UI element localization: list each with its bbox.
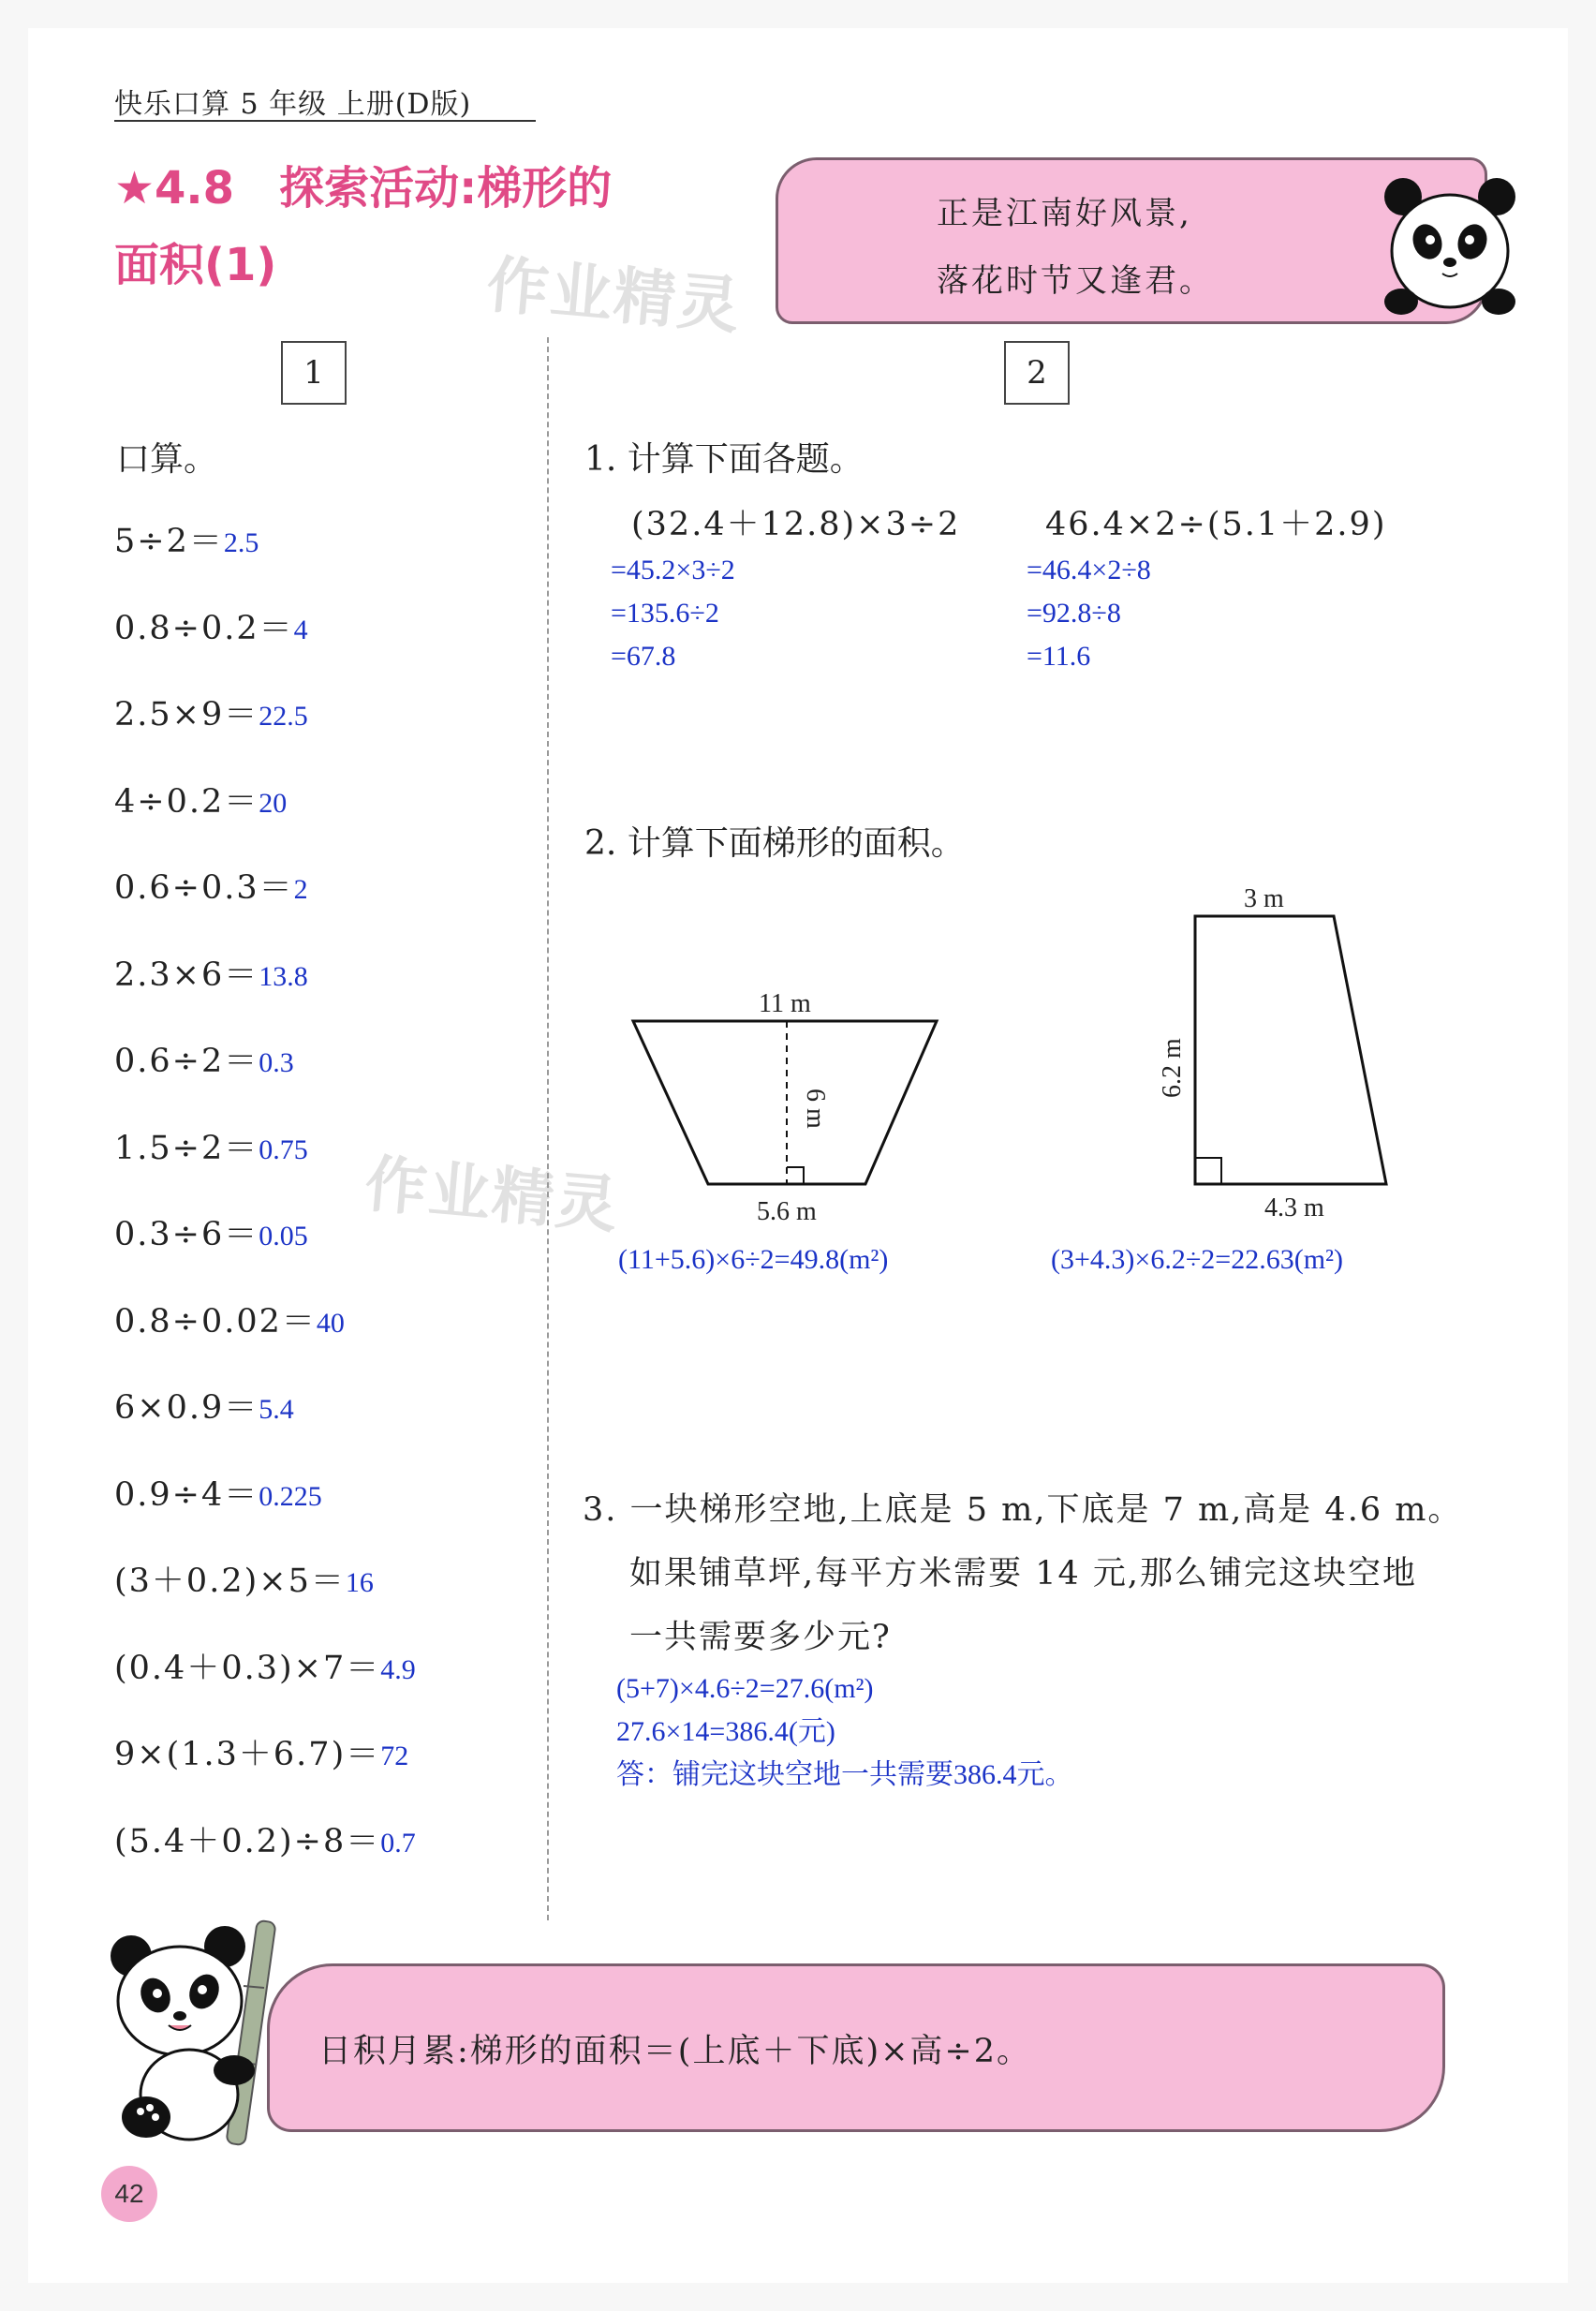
mental-math-question: 0.6÷0.3＝	[114, 869, 294, 907]
mental-math-answer: 0.3	[259, 1047, 294, 1078]
q3-line1: 3. 一块梯形空地,上底是 5 m,下底是 7 m,高是 4.6 m。	[583, 1491, 1463, 1529]
q3-answer-line: 答：铺完这块空地一共需要386.4元。	[616, 1759, 1073, 1790]
tip-text: 日积月累:梯形的面积＝(上底＋下底)×高÷2。	[318, 2033, 1032, 2070]
mental-math-answer: 0.7	[380, 1827, 416, 1859]
panda-bamboo-icon	[103, 1911, 309, 2155]
mental-math-item	[114, 1208, 526, 1296]
trapezoid-a-height-label: 6 m	[801, 1089, 830, 1129]
q1-expression-a: (32.4＋12.8)×3÷2	[631, 506, 961, 543]
q3-answer-line: (5+7)×4.6÷2=27.6(m²)	[616, 1673, 874, 1704]
trapezoid-a-answer: (11+5.6)×6÷2=49.8(m²)	[618, 1244, 889, 1275]
mental-math-question: 1.5÷2＝	[114, 1129, 259, 1167]
q3-line2: 如果铺草坪,每平方米需要 14 元,那么铺完这块空地	[629, 1555, 1418, 1593]
trapezoid-a-diagram	[618, 974, 955, 1237]
panda-face-icon	[1384, 169, 1515, 319]
lesson-title-line2: 面积(1)	[114, 239, 277, 291]
mental-math-answer: 72	[380, 1741, 409, 1771]
page-number: 42	[101, 2166, 157, 2222]
mental-math-item	[114, 1555, 526, 1642]
mental-math-question: 0.6÷2＝	[114, 1043, 259, 1080]
mental-math-answer: 0.225	[259, 1480, 322, 1512]
q3-line3: 一共需要多少元?	[629, 1619, 892, 1656]
mental-math-answer: 2	[293, 874, 308, 905]
poem-line2: 落花时节又逢君。	[937, 262, 1214, 300]
trapezoid-a-bottom-label: 5.6 m	[757, 1197, 817, 1226]
star-icon: ★	[114, 162, 155, 215]
mental-math-question: 6×0.9＝	[114, 1389, 259, 1427]
q3-text	[583, 1478, 1462, 1669]
book-title: 快乐口算 5 年级 上册(D版)	[114, 88, 472, 121]
trapezoid-b-bottom-label: 4.3 m	[1264, 1193, 1324, 1222]
mental-math-question: 5÷2＝	[114, 523, 224, 560]
mental-math-answer: 5.4	[259, 1394, 294, 1425]
mental-math-question: 9×(1.3＋6.7)＝	[114, 1736, 381, 1773]
header-underline	[114, 120, 536, 122]
q1-steps-a	[611, 549, 735, 678]
watermark: 作业精灵	[483, 248, 745, 343]
step-line: =45.2×3÷2	[611, 555, 735, 585]
mental-math-answer: 16	[345, 1567, 374, 1598]
mental-math-question: (0.4＋0.3)×7＝	[114, 1649, 381, 1687]
mental-math-answer: 4	[293, 614, 308, 645]
trapezoid-b-height-label: 6.2 m	[1158, 1038, 1187, 1098]
mental-math-item	[114, 1382, 526, 1469]
q1-expression-b: 46.4×2÷(5.1＋2.9)	[1045, 506, 1387, 543]
q1-title: 1. 计算下面各题。	[584, 440, 864, 479]
step-line: =11.6	[1027, 641, 1091, 672]
mental-math-answer: 13.8	[259, 960, 308, 992]
mental-math-item	[114, 1035, 526, 1122]
column-divider	[547, 337, 549, 1920]
mental-math-question: 0.3÷6＝	[114, 1216, 259, 1253]
mental-math-answer: 40	[316, 1307, 345, 1339]
mental-math-item	[114, 1728, 526, 1815]
q2-title: 2. 计算下面梯形的面积。	[584, 824, 965, 863]
q1-steps-b	[1027, 549, 1151, 678]
mental-math-list	[114, 515, 526, 1902]
lesson-title-line1: 4.8 探索活动:梯形的	[155, 162, 613, 215]
step-line: =135.6÷2	[611, 598, 719, 629]
mental-math-item	[114, 862, 526, 949]
section1-heading: 口算。	[116, 440, 218, 479]
watermark: 作业精灵	[362, 1148, 623, 1242]
mental-math-question: 0.8÷0.2＝	[114, 609, 294, 647]
section-number-2: 2	[1004, 341, 1070, 405]
mental-math-answer: 20	[259, 787, 288, 819]
mental-math-item	[114, 689, 526, 776]
mental-math-item	[114, 1815, 526, 1903]
poem-line1: 正是江南好风景,	[937, 195, 1192, 232]
q3-answers	[616, 1667, 1073, 1797]
mental-math-question: 2.5×9＝	[114, 696, 259, 733]
mental-math-question: 2.3×6＝	[114, 956, 259, 994]
trapezoid-b-top-label: 3 m	[1244, 884, 1284, 913]
trapezoid-b-answer: (3+4.3)×6.2÷2=22.63(m²)	[1051, 1244, 1344, 1275]
q3-answer-line: 27.6×14=386.4(元)	[616, 1716, 835, 1747]
mental-math-answer: 2.5	[223, 527, 259, 558]
mental-math-item	[114, 949, 526, 1036]
mental-math-item	[114, 515, 526, 602]
poem-text	[937, 180, 1214, 315]
step-line: =92.8÷8	[1027, 598, 1121, 629]
mental-math-question: (3＋0.2)×5＝	[114, 1563, 346, 1600]
step-line: =46.4×2÷8	[1027, 555, 1151, 585]
mental-math-answer: 22.5	[259, 701, 308, 732]
mental-math-question: 0.9÷4＝	[114, 1475, 259, 1514]
mental-math-item	[114, 1469, 526, 1556]
mental-math-item	[114, 1642, 526, 1729]
trapezoid-a-top-label: 11 m	[759, 989, 811, 1018]
mental-math-question: 0.8÷0.02＝	[114, 1302, 317, 1341]
mental-math-answer: 4.9	[380, 1653, 416, 1685]
mental-math-answer: 0.75	[259, 1133, 308, 1165]
mental-math-question: (5.4＋0.2)÷8＝	[114, 1822, 381, 1860]
mental-math-item	[114, 1296, 526, 1383]
step-line: =67.8	[611, 641, 676, 672]
mental-math-item	[114, 776, 526, 863]
section-number-1: 1	[281, 341, 347, 405]
mental-math-item	[114, 1122, 526, 1209]
trapezoid-b-diagram	[1152, 881, 1405, 1227]
mental-math-answer: 0.05	[259, 1221, 308, 1252]
mental-math-item	[114, 602, 526, 689]
mental-math-question: 4÷0.2＝	[114, 782, 259, 821]
